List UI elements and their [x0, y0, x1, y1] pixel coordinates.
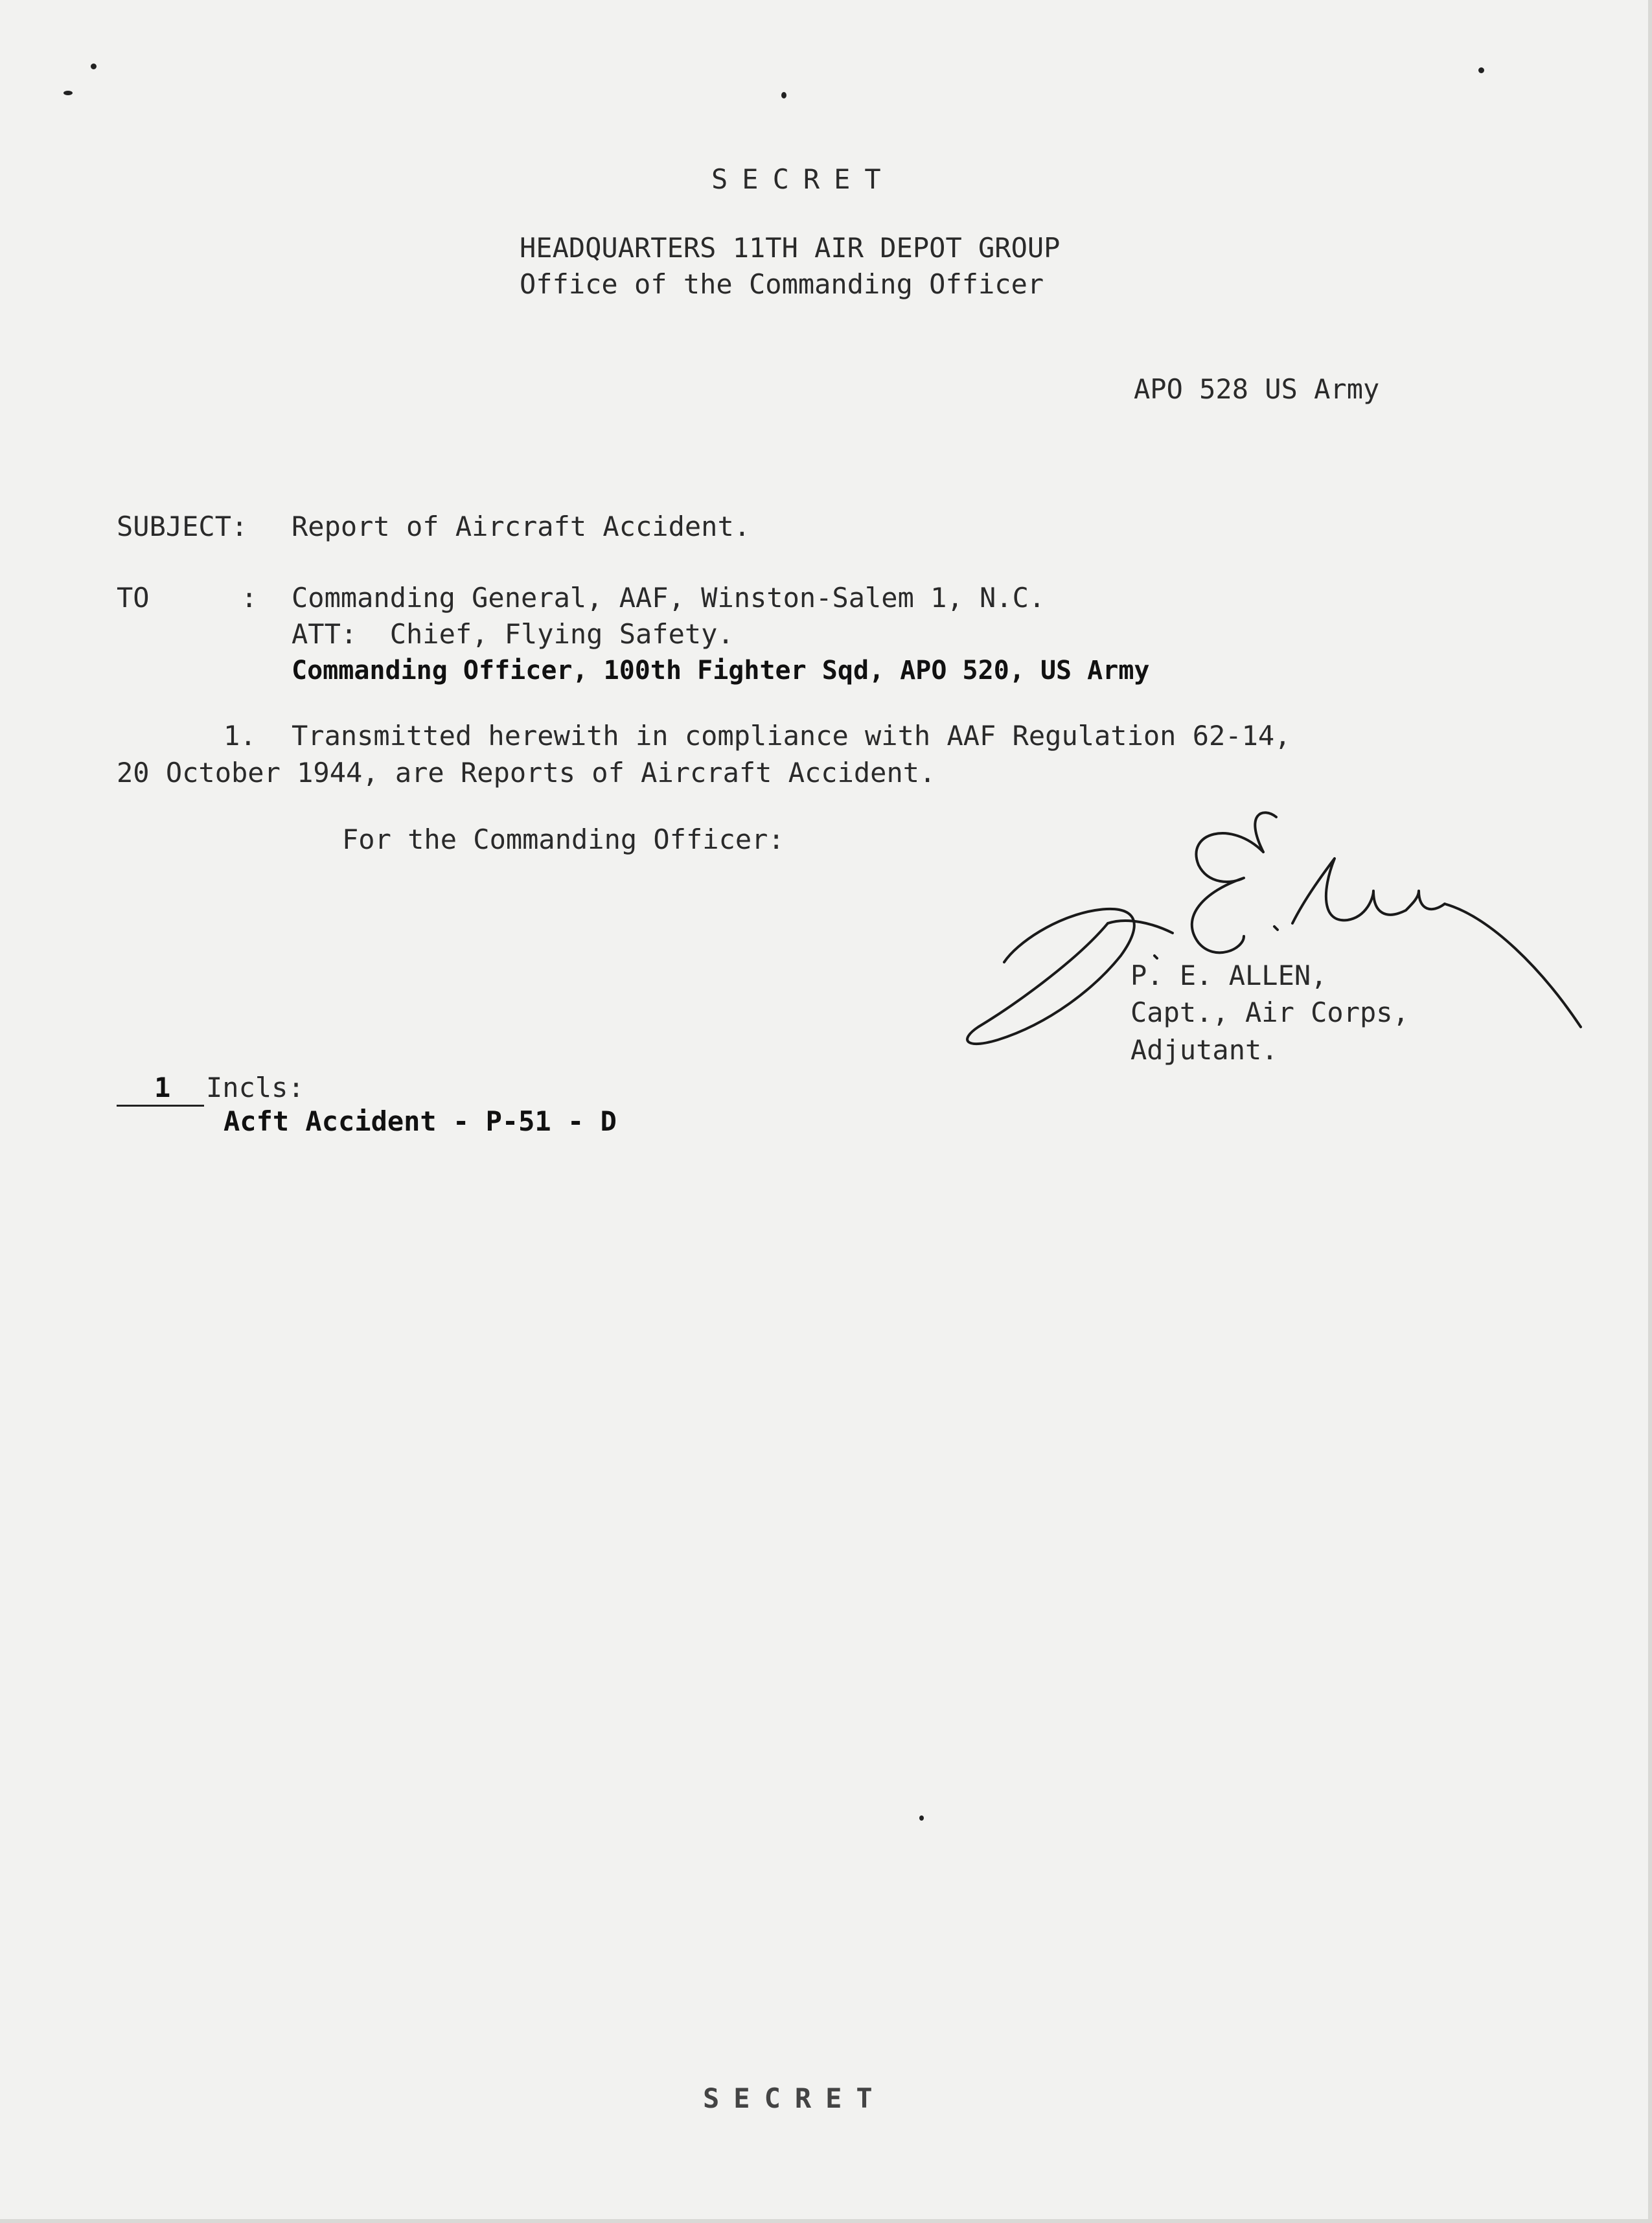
subject-value: Report of Aircraft Accident. [292, 511, 751, 542]
paragraph-line-1: Transmitted herewith in compliance with AAF Regulation 62-14, [292, 720, 1291, 752]
to-line-2: ATT: Chief, Flying Safety. [292, 618, 734, 650]
subject-label: SUBJECT: [117, 511, 248, 542]
to-label: TO [117, 582, 150, 614]
closing-line: For the Commanding Officer: [342, 824, 785, 855]
paragraph-line-2: 20 October 1944, are Reports of Aircraft Accident. [117, 757, 936, 789]
location-line: APO 528 US Army [1134, 373, 1380, 405]
header-line-1: HEADQUARTERS 11TH AIR DEPOT GROUP [520, 232, 1061, 264]
paragraph-number: 1. [224, 720, 257, 752]
classification-bottom: SECRET [703, 2082, 887, 2114]
inclosure-count-underline [117, 1105, 204, 1107]
inclosure-count: 1 [154, 1072, 171, 1103]
header-line-2: Office of the Commanding Officer [520, 268, 1044, 300]
scan-speck [781, 92, 786, 98]
scan-speck [919, 1815, 924, 1821]
inclosure-label: Incls: [206, 1072, 304, 1103]
page-bottom-edge [0, 2219, 1652, 2223]
classification-top: SECRET [711, 163, 895, 195]
handwritten-signature [959, 794, 1587, 1118]
to-line-1: Commanding General, AAF, Winston-Salem 1, N.C. [292, 582, 1046, 614]
signer-name: P. E. ALLEN, [1130, 960, 1327, 991]
scan-speck [63, 91, 73, 95]
scan-speck [1478, 67, 1484, 73]
scan-speck [91, 63, 97, 69]
page-right-edge [1648, 0, 1652, 2223]
signer-title: Adjutant. [1130, 1034, 1278, 1066]
inclosure-item: Acft Accident - P-51 - D [224, 1105, 617, 1137]
to-line-3: Commanding Officer, 100th Fighter Sqd, APO 520, US Army [292, 656, 1150, 685]
signer-rank: Capt., Air Corps, [1130, 996, 1409, 1028]
to-colon: : [241, 582, 258, 614]
